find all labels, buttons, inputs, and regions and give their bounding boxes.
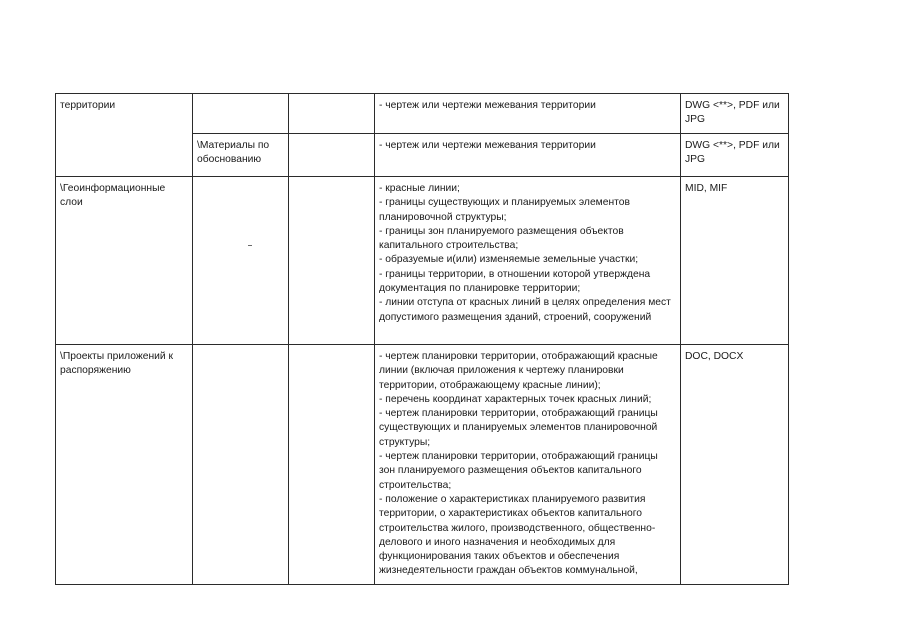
table-cell-subsection	[193, 134, 289, 177]
list-item: - границы территории, в отношении которой утверждена документация по планировке территории;	[379, 268, 651, 295]
cell-text: DWG <**>, PDF или JPG	[685, 140, 780, 166]
table-cell-format	[681, 94, 789, 134]
table-cell-content-list	[375, 134, 681, 177]
cell-text: MID, MIF	[685, 183, 728, 194]
table-cell-content-list	[375, 177, 681, 345]
cell-text: DOC, DOCX	[685, 351, 744, 362]
table-row	[56, 94, 789, 134]
scan-artifact	[248, 245, 252, 246]
table-cell	[289, 177, 375, 345]
list-item: - чертеж планировки территории, отображающий красные линии (включая приложения к чертежу планировки территории, отображающему красные линии);	[379, 351, 658, 391]
list-item: - положение о характеристиках планируемого развития территории, о характеристиках объектов капитального строительства жилого, производственного, общественно-делового и иного назначения и необходимых для функционирования таких объектов и обеспечения жизнедеятельности граждан объектов коммунальной,	[379, 493, 656, 577]
table-cell-content-list	[375, 94, 681, 134]
cell-text: DWG <**>, PDF или JPG	[685, 100, 780, 126]
list-item: - линии отступа от красных линий в целях определения мест допустимого размещения зданий, строений, сооружений	[379, 297, 671, 323]
table-cell-subsection	[193, 94, 289, 134]
table-cell-format	[681, 134, 789, 177]
table-cell-subsection	[193, 345, 289, 585]
list-item: - чертеж или чертежи межевания территории	[379, 140, 596, 151]
list-item: - чертеж планировки территории, отображающий границы зон планируемого размещения объектов капитального строительства;	[379, 451, 658, 491]
table-row	[56, 345, 789, 585]
cell-text: \Проекты приложений к распоряжению	[60, 351, 173, 377]
table-cell	[289, 134, 375, 177]
list-item: - чертеж планировки территории, отображающий границы существующих и планируемых элементов планировочной структуры;	[379, 408, 658, 448]
table-cell-subsection	[193, 177, 289, 345]
table-cell-section	[56, 94, 193, 177]
list-item: - образуемые и(или) изменяемые земельные участки;	[379, 254, 639, 266]
table-cell-format	[681, 345, 789, 585]
table-cell	[289, 94, 375, 134]
list-item: - границы существующих и планируемых элементов планировочной структуры;	[379, 197, 630, 223]
document-table	[55, 93, 789, 585]
table-cell-section	[56, 345, 193, 585]
list-item: - красные линии;	[379, 183, 460, 194]
table-cell-section	[56, 177, 193, 345]
cell-text: \Материалы по обоснованию	[197, 140, 270, 166]
table-row	[56, 177, 789, 345]
cell-text: территории	[60, 100, 116, 111]
table-cell-format	[681, 177, 789, 345]
table-cell	[289, 345, 375, 585]
list-item: - перечень координат характерных точек красных линий;	[379, 393, 652, 405]
table-cell-content-list	[375, 345, 681, 585]
cell-text: \Геоинформационные слои	[60, 183, 166, 209]
list-item: - границы зон планируемого размещения объектов капитального строительства;	[379, 225, 624, 252]
list-item: - чертеж или чертежи межевания территории	[379, 100, 596, 111]
